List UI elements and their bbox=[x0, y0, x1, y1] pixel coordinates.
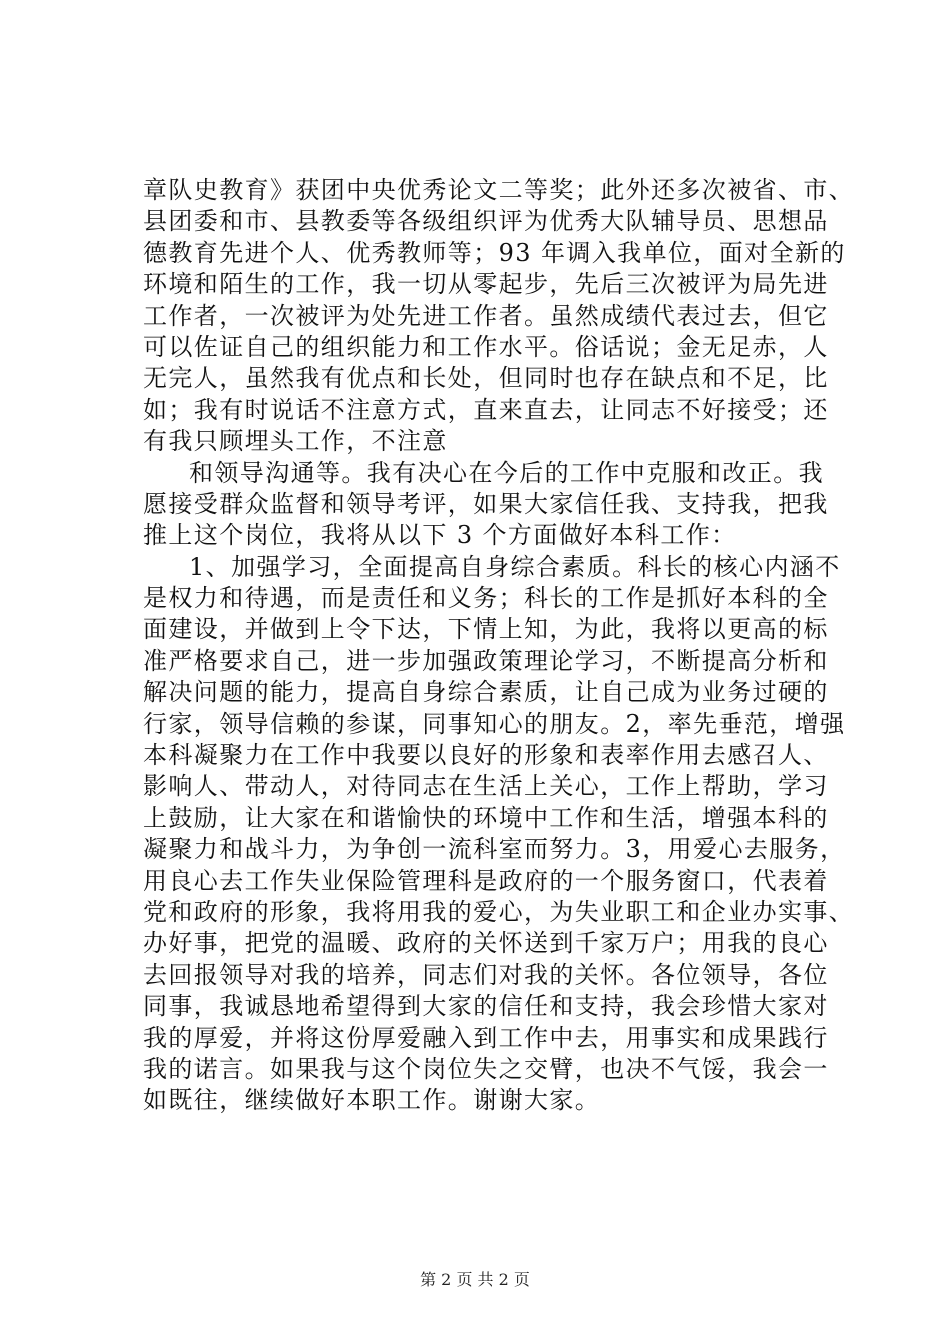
text-line: 如既往，继续做好本职工作。谢谢大家。 bbox=[143, 1086, 601, 1115]
text-line: 可以佐证自己的组织能力和工作水平。俗话说；金无足赤，人 bbox=[143, 332, 829, 361]
text-line: 行家，领导信赖的参谋，同事知心的朋友。2，率先垂范，增强 bbox=[143, 709, 846, 738]
text-line: 县团委和市、县教委等各级组织评为优秀大队辅导员、思想品 bbox=[143, 207, 829, 236]
text-line: 去回报领导对我的培养，同志们对我的关怀。各位领导，各位 bbox=[143, 960, 829, 989]
text-line: 解决问题的能力，提高自身综合素质，让自己成为业务过硬的 bbox=[143, 678, 829, 707]
text-line: 章队史教育》获团中央优秀论文二等奖；此外还多次被省、市、 bbox=[143, 176, 855, 204]
text-line: 我的厚爱，并将这份厚爱融入到工作中去，用事实和成果践行 bbox=[143, 1023, 829, 1052]
paragraph bbox=[143, 175, 855, 458]
paragraph bbox=[143, 458, 829, 552]
document-body bbox=[143, 175, 855, 1117]
text-line: 同事，我诚恳地希望得到大家的信任和支持，我会珍惜大家对 bbox=[143, 992, 829, 1021]
text-line: 有我只顾埋头工作，不注意 bbox=[143, 427, 448, 456]
text-line: 和领导沟通等。我有决心在今后的工作中克服和改正。我 bbox=[189, 458, 824, 487]
text-line: 推上这个岗位，我将从以下 3 个方面做好本科工作： bbox=[143, 521, 737, 550]
text-line: 本科凝聚力在工作中我要以良好的形象和表率作用去感召人、 bbox=[143, 741, 829, 770]
text-line: 无完人，虽然我有优点和长处，但同时也存在缺点和不足，比 bbox=[143, 364, 829, 393]
text-line: 党和政府的形象，我将用我的爱心，为失业职工和企业办实事、 bbox=[143, 897, 855, 926]
text-line: 面建设，并做到上令下达，下情上知，为此，我将以更高的标 bbox=[143, 615, 829, 644]
text-line: 影响人、带动人，对待同志在生活上关心，工作上帮助，学习 bbox=[143, 772, 829, 801]
paragraph bbox=[143, 552, 855, 1117]
text-line: 凝聚力和战斗力，为争创一流科室而努力。3，用爱心去服务， bbox=[143, 835, 846, 864]
text-line: 我的诺言。如果我与这个岗位失之交臂，也决不气馁，我会一 bbox=[143, 1054, 829, 1083]
text-line: 环境和陌生的工作，我一切从零起步，先后三次被评为局先进 bbox=[143, 270, 829, 299]
text-line: 工作者，一次被评为处先进工作者。虽然成绩代表过去，但它 bbox=[143, 301, 829, 330]
text-line: 1、加强学习，全面提高自身综合素质。科长的核心内涵不 bbox=[189, 552, 841, 581]
text-line: 准严格要求自己，进一步加强政策理论学习，不断提高分析和 bbox=[143, 646, 829, 675]
text-line: 用良心去工作失业保险管理科是政府的一个服务窗口，代表着 bbox=[143, 866, 829, 895]
text-line: 办好事，把党的温暖、政府的关怀送到千家万户；用我的良心 bbox=[143, 929, 829, 958]
text-line: 愿接受群众监督和领导考评，如果大家信任我、支持我，把我 bbox=[143, 489, 829, 518]
page-footer: 第 2 页 共 2 页 bbox=[420, 1270, 530, 1289]
text-line: 上鼓励，让大家在和谐愉快的环境中工作和生活，增强本科的 bbox=[143, 803, 829, 832]
text-line: 如；我有时说话不注意方式，直来直去，让同志不好接受；还 bbox=[143, 395, 829, 424]
text-line: 德教育先进个人、优秀教师等；93 年调入我单位，面对全新的 bbox=[143, 238, 846, 267]
text-line: 是权力和待遇，而是责任和义务；科长的工作是抓好本科的全 bbox=[143, 584, 829, 613]
